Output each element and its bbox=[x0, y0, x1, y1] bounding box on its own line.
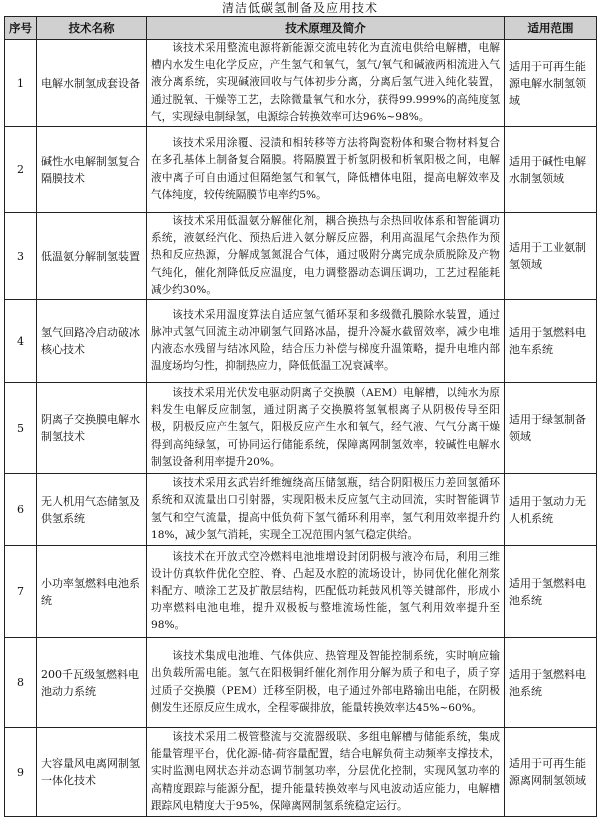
row-no: 8 bbox=[5, 638, 37, 728]
row-desc: 该技术采用光伏发电驱动阴离子交换膜（AEM）电解槽，以纯水为原料发生电解反应制氢，通过阴离子交换膜将氢氧根离子从阴极传导至阳极，阴极反应产生氢气，阳极反应产生水和氧气，经气液、气气分离干燥得到高纯绿氢，可协同运行储能系统，保障离网制氢效率，较碱性电解水制氢设备利用率提升20%。 bbox=[147, 383, 505, 474]
row-desc: 该技术采用低温氨分解催化剂，耦合换热与余热回收体系和智能调功系统，液氨经汽化、预热后进入氨分解反应器，利用高温尾气余热作为预热和反应热源，分解成氢氮混合气体，通过吸附分离完成杂质脱除及产物气纯化，催化剂降低反应温度，电力调整器动态调压调功，工艺过程能耗减少约30%。 bbox=[147, 213, 505, 300]
row-no: 3 bbox=[5, 213, 37, 300]
table-row bbox=[5, 474, 597, 546]
row-scope: 适用于可再生能源电解水制氢领域 bbox=[505, 40, 597, 127]
table-header-row bbox=[5, 17, 597, 40]
row-desc: 该技术采用整流电源将新能源交流电转化为直流电供给电解槽，电解槽内水发生电化学反应，产生氢气和氧气，氢气/氧气和碱液两相流进入气液分离系统，实现碱液回收与气体初步分离，分离后氢气进入纯化装置，通过脱氧、干燥等工艺，去除微量氧气和水分，获得99.999%的高纯度氢气，实现绿电制绿氢，电源综合转换效率可达96%~98%。 bbox=[147, 40, 505, 127]
row-no: 1 bbox=[5, 40, 37, 127]
row-no: 2 bbox=[5, 127, 37, 213]
row-name: 阴离子交换膜电解水制氢技术 bbox=[37, 383, 147, 474]
row-desc: 该技术采用玄武岩纤维缠绕高压储氢瓶，结合阴阳极压力差回氢循环系统和双流量出口引射器，实现阳极未反应氢气主动回流，实时智能调节氢气和空气流量，提高中低负荷下氢气循环利用率，氢气利用效率提升约18%，减少氢气消耗，实现全工况范围内氢气稳定供给。 bbox=[147, 474, 505, 546]
document-title: 清洁低碳氢制备及应用技术 bbox=[221, 1, 378, 15]
header-desc: 技术原理及简介 bbox=[147, 17, 505, 40]
row-scope: 适用于碱性电解水制氢领域 bbox=[505, 127, 597, 213]
row-scope: 适用于工业氨制氢领域 bbox=[505, 213, 597, 300]
row-name: 200千瓦级氢燃料电池动力系统 bbox=[37, 638, 147, 728]
row-desc: 该技术采用涂覆、浸渍和相转移等方法将陶瓷粉体和聚合物材料复合在多孔基体上制备复合隔膜。将隔膜置于析氢阴极和析氧阳极之间，电解液中离子可自由通过但隔绝氢气和氧气，降低槽体电阻，提高电解效率及气体纯度，较传统隔膜节电率约5%。 bbox=[147, 127, 505, 213]
row-name: 电解水制氢成套设备 bbox=[37, 40, 147, 127]
row-name: 氢气回路冷启动破冰核心技术 bbox=[37, 300, 147, 383]
row-scope: 适用于绿氢制备领域 bbox=[505, 383, 597, 474]
table-row bbox=[5, 728, 597, 817]
row-scope: 适用于氢燃料电池车系统 bbox=[505, 300, 597, 383]
header-name: 技术名称 bbox=[37, 17, 147, 40]
row-desc: 该技术在开放式空冷燃料电池堆增设封闭阴极与液冷布局，利用三维设计仿真软件优化空腔、脊、凸起及水腔的流场设计，协同优化催化剂浆料配方、喷涂工艺及扩散层结构，匹配低功耗鼓风机等关键部件，形成小功率燃料电池电堆，提升双极板与整堆流场性能，氢气利用效率提升至98%。 bbox=[147, 546, 505, 638]
row-name: 碱性水电解制氢复合隔膜技术 bbox=[37, 127, 147, 213]
row-scope: 适用于氢燃料电池系统 bbox=[505, 638, 597, 728]
row-desc: 该技术采用二极管整流与交流器级联、多组电解槽与储能系统，集成能量管理平台，优化源-储-荷容量配置，结合电解负荷主动频率支撑技术，实时监测电网状态并动态调节制氢功率，分层优化控制，实现风氢功率的高精度跟踪与能源分配，提升能量转换效率与风电波动适应能力，电解槽跟踪风电精度大于95%，保障离网制氢系统稳定运行。 bbox=[147, 728, 505, 817]
header-no: 序号 bbox=[5, 17, 37, 40]
table-row bbox=[5, 40, 597, 127]
header-scope: 适用范围 bbox=[505, 17, 597, 40]
row-name: 大容量风电离网制氢一体化技术 bbox=[37, 728, 147, 817]
row-no: 6 bbox=[5, 474, 37, 546]
row-name: 无人机用气态储氢及供氢系统 bbox=[37, 474, 147, 546]
table-row bbox=[5, 546, 597, 638]
row-name: 低温氨分解制氢装置 bbox=[37, 213, 147, 300]
row-no: 7 bbox=[5, 546, 37, 638]
technology-table bbox=[4, 16, 597, 817]
table-row bbox=[5, 383, 597, 474]
row-name: 小功率氢燃料电池系统 bbox=[37, 546, 147, 638]
row-scope: 适用于可再生能源离网制氢领域 bbox=[505, 728, 597, 817]
row-no: 5 bbox=[5, 383, 37, 474]
row-scope: 适用于氢燃料电池系统 bbox=[505, 546, 597, 638]
row-no: 9 bbox=[5, 728, 37, 817]
row-scope: 适用于氢动力无人机系统 bbox=[505, 474, 597, 546]
row-desc: 该技术集成电池堆、气体供应、热管理及智能控制系统，实时响应输出负载所需电能。氢气在阳极铜纤催化剂作用分解为质子和电子，质子穿过质子交换膜（PEM）迁移至阴极，电子通过外部电路输出电能，在阴极侧发生还原反应生成水，全程零碳排放，能量转换效率达45%~60%。 bbox=[147, 638, 505, 728]
row-no: 4 bbox=[5, 300, 37, 383]
table-row bbox=[5, 300, 597, 383]
row-desc: 该技术采用温度算法自适应氢气循环泵和多级微孔膜除水装置，通过脉冲式氢气回流主动冲刷氢气回路冰晶，提升冷凝水截留效率，减少电堆内液态水残留与结冰风险，结合压力补偿与梯度升温策略，提升电堆内部温度场均匀性，抑制热应力，降低低温工况衰减率。 bbox=[147, 300, 505, 383]
table-row bbox=[5, 213, 597, 300]
table-row bbox=[5, 638, 597, 728]
table-row bbox=[5, 127, 597, 213]
